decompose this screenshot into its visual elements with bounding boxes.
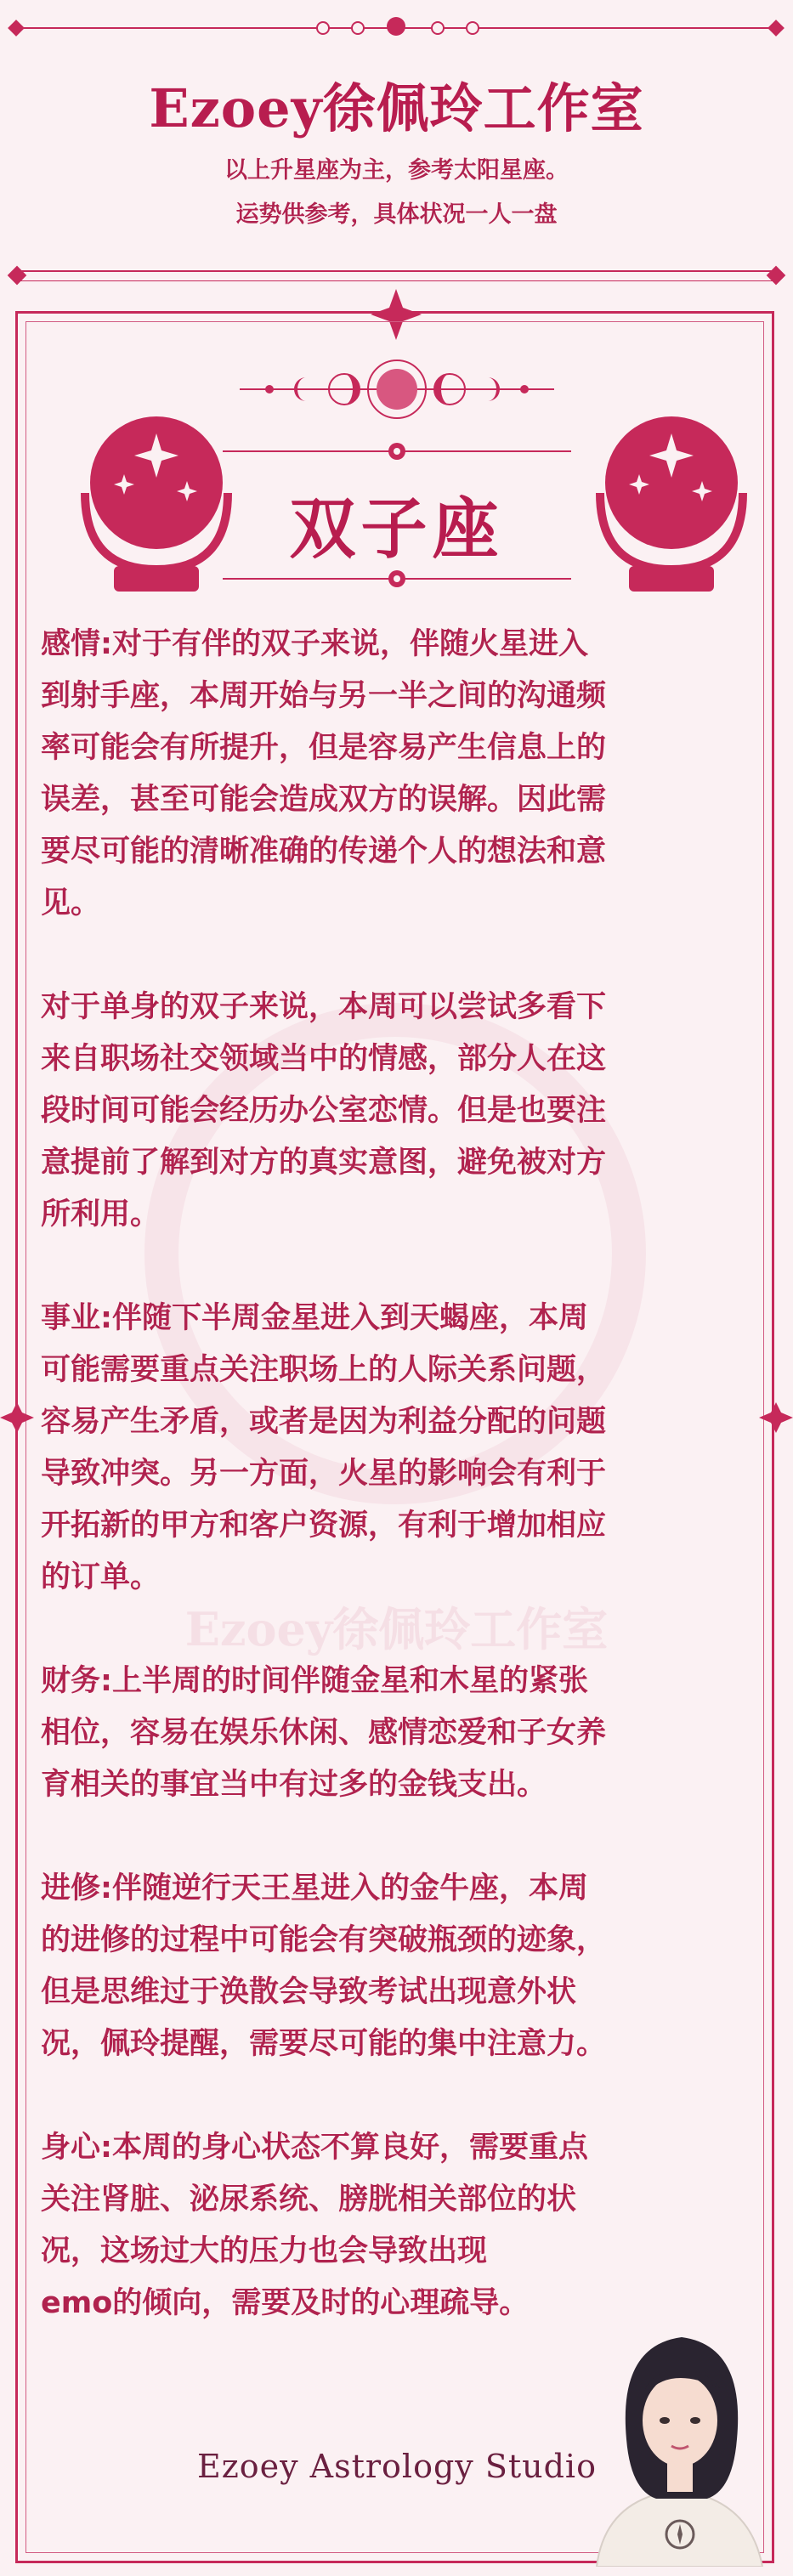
flower-ornament-icon [380,439,414,464]
paragraph-line: 到射手座，本周开始与另一半之间的沟通频 [41,679,607,713]
paragraph-line: 进修:伴随逆行天王星进入的金牛座，本周 [41,1871,588,1905]
left-side-ornament-icon [0,1402,34,1433]
paragraph [41,1656,755,1811]
paragraph-line: 的进修的过程中可能会有突破瓶颈的迹象， [41,1923,607,1957]
paragraph-line: 段时间可能会经历办公室恋情。但是也要注 [41,1094,607,1128]
paragraph-line: 身心:本周的身心状态不算良好，需要重点 [41,2131,588,2165]
paragraph-line: 开拓新的甲方和客户资源，有利于增加相应 [41,1509,607,1543]
paragraph-line: emo的倾向，需要及时的心理疏导。 [41,2286,530,2320]
horoscope-content [41,619,755,2381]
top-dot-icon [316,21,330,35]
studio-signature: Ezoey Astrology Studio [197,2448,597,2485]
frame-right-diamond-icon [767,266,786,286]
paragraph-line: 所利用。 [41,1197,161,1231]
portrait-avatar [580,2312,775,2567]
paragraph-line: 况，这场过大的压力也会导致出现 [41,2234,488,2268]
paragraph-line: 可能需要重点关注职场上的人际关系问题， [41,1353,607,1387]
paragraph-line: 见。 [41,886,101,920]
sign-title: 双子座 [289,490,504,568]
top-dot-icon [431,21,445,35]
paragraph-line: 对于单身的双子来说，本周可以尝试多看下 [41,990,607,1024]
paragraph-line: 关注肾脏、泌尿系统、膀胱相关部位的状 [41,2183,577,2216]
watermark-text: Ezoey徐佩玲工作室 [184,1602,609,1656]
paragraph [41,2122,755,2330]
frame-top-line [15,270,778,272]
moon-phases-icon [240,355,554,423]
top-right-diamond-icon [768,20,785,37]
paragraph-line: 相位，容易在娱乐休闲、感情恋爱和子女养 [41,1716,607,1750]
top-dot-icon [351,21,365,35]
paragraph [41,1863,755,2070]
paragraph-line: 感情:对于有伴的双子来说，伴随火星进入 [41,627,588,661]
top-center-dot-icon [387,17,405,36]
paragraph-line: 财务:上半周的时间伴随金星和木星的紧张 [41,1664,588,1698]
paragraph-line: 育相关的事宜当中有过多的金钱支出。 [41,1768,547,1802]
paragraph [41,1293,755,1604]
right-side-ornament-icon [759,1402,793,1433]
paragraph-line: 但是思维过于涣散会导致考试出现意外状 [41,1975,577,2009]
paragraph-line: 事业:伴随下半周金星进入到天蝎座，本周 [41,1301,588,1335]
page-title: Ezoey徐佩玲工作室 [149,77,644,139]
paragraph [41,982,755,1241]
paragraph [41,619,755,930]
paragraph-line: 的订单。 [41,1560,161,1594]
subtitle-line-2: 运势供参考，具体状况一人一盘 [235,201,558,228]
paragraph-line: 容易产生矛盾，或者是因为利益分配的问题 [41,1405,607,1439]
paragraph-line: 率可能会有所提升，但是容易产生信息上的 [41,731,607,765]
paragraph-line: 来自职场社交领域当中的情感，部分人在这 [41,1042,607,1076]
paragraph-line: 误差，甚至可能会造成双方的误解。因此需 [41,783,607,817]
subtitle-line-1: 以上升星座为主，参考太阳星座。 [224,157,569,184]
frame-left-diamond-icon [8,266,27,286]
top-left-diamond-icon [8,20,25,37]
top-dot-icon [466,21,479,35]
paragraph-line: 况，佩玲提醒，需要尽可能的集中注意力。 [41,2027,607,2061]
frame-top-line-thin [15,280,778,281]
paragraph-line: 意提前了解到对方的真实意图，避免被对方 [41,1146,607,1180]
paragraph-line: 要尽可能的清晰准确的传递个人的想法和意 [41,835,607,869]
paragraph-line: 导致冲突。另一方面，火星的影响会有利于 [41,1457,607,1491]
